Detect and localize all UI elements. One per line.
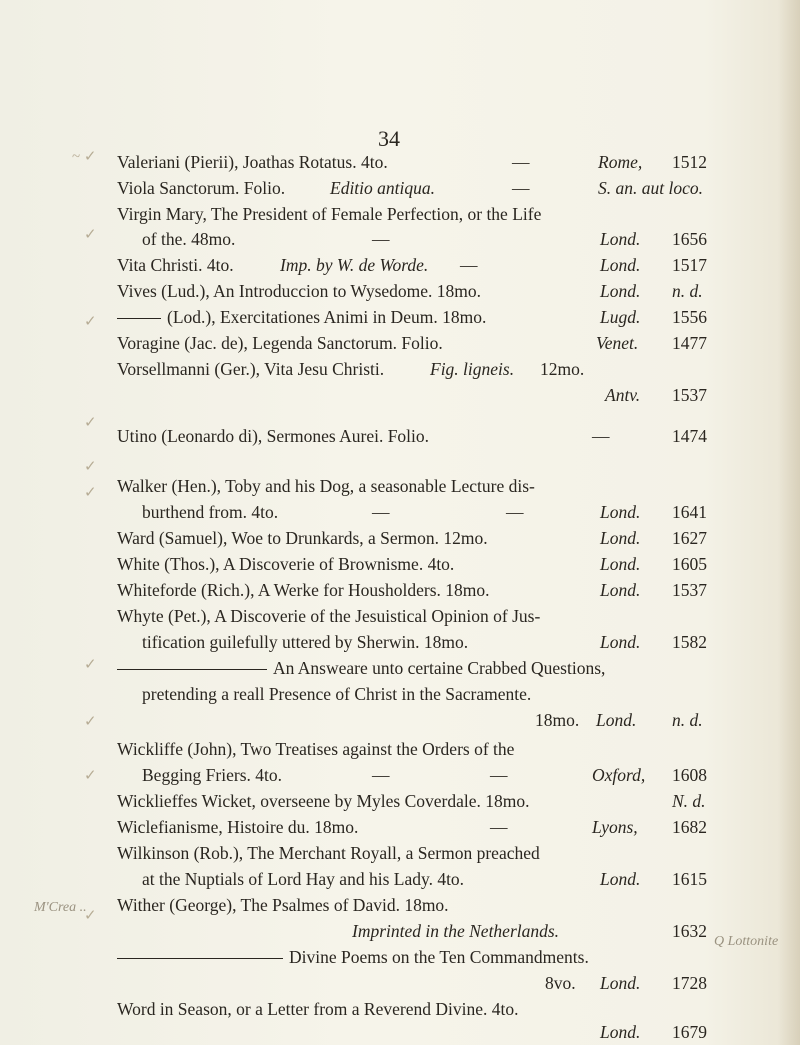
entry-year: 1615 (672, 869, 707, 889)
entry-text: Walker (Hen.), Toby and his Dog, a seasonable Lecture dis- (117, 476, 535, 496)
pencil-check-mark: ~ ✓ (72, 149, 97, 165)
page-number: 34 (378, 126, 400, 151)
entry-place: Oxford, (592, 765, 646, 785)
entry-place: Lond. (600, 632, 641, 652)
entry-text: Voragine (Jac. de), Legenda Sanctorum. Folio. (117, 333, 443, 353)
entry-place: Lond. (600, 528, 641, 548)
entry-place: Venet. (596, 333, 639, 353)
ditto-dash: — (372, 765, 390, 785)
ditto-dash: — (506, 502, 524, 522)
repeat-author-rule (117, 669, 267, 670)
pencil-check-mark: ✓ (84, 657, 97, 673)
entry-year: 1728 (672, 973, 707, 993)
page-edge-shadow (778, 0, 800, 1045)
entry-text (117, 307, 486, 328)
entry-year: 1537 (672, 385, 707, 405)
entry-format: 12mo. (540, 359, 585, 379)
entry-text-continued: pretending a reall Presence of Christ in the Sacramente. (142, 684, 532, 704)
entry-text-continued: of the. 48mo. (142, 229, 236, 249)
pencil-check-mark: ✓ (84, 459, 97, 475)
ditto-dash: — (592, 426, 610, 446)
pencil-check-mark: ✓ (84, 415, 97, 431)
entry-year: 1632 (672, 921, 707, 941)
entry-place: Rome, (598, 152, 643, 172)
ditto-dash: — (372, 229, 390, 249)
entry-title: Divine Poems on the Ten Commandments. (289, 947, 589, 967)
entry-title: (Lod.), Exercitationes Animi in Deum. 18mo. (167, 307, 487, 327)
entry-format: 8vo. (545, 973, 576, 993)
entry-year: n. d. (672, 281, 703, 301)
entry-year: 1474 (672, 426, 707, 446)
entry-text (117, 658, 605, 679)
handwritten-annotation: Q Lottonite (714, 934, 779, 949)
entry-place: Lond. (600, 1022, 641, 1042)
entry-text: Whyte (Pet.), A Discoverie of the Jesuistical Opinion of Jus- (117, 606, 541, 626)
entry-text: Utino (Leonardo di), Sermones Aurei. Folio. (117, 426, 430, 446)
entry-text: Viola Sanctorum. Folio. (117, 178, 286, 198)
entry-year: 1627 (672, 528, 707, 548)
pencil-check-mark: ✓ (84, 908, 97, 924)
repeat-author-rule (117, 958, 283, 959)
pencil-check-mark: ✓ (84, 768, 97, 784)
entry-place: Lyons, (592, 817, 638, 837)
entry-text: Wickliffe (John), Two Treatises against the Orders of the (117, 739, 515, 759)
entry-place: Lond. (600, 869, 641, 889)
entry-place: Lond. (600, 580, 641, 600)
entry-text: Valeriani (Pierii), Joathas Rotatus. 4to. (117, 152, 388, 172)
entry-text-continued: burthend from. 4to. (142, 502, 279, 522)
entry-year: 1641 (672, 502, 707, 522)
ditto-dash: — (512, 178, 530, 198)
ditto-dash: — (512, 152, 530, 172)
pencil-check-mark: ✓ (84, 714, 97, 730)
entry-text-continued: Begging Friers. 4to. (142, 765, 282, 785)
entry-place: Lond. (600, 255, 641, 275)
entry-text: Wiclefianisme, Histoire du. 18mo. (117, 817, 359, 837)
entry-year: 1605 (672, 554, 707, 574)
entry-place: Lond. (600, 281, 641, 301)
entry-place: Lond. (600, 229, 641, 249)
entry-edition-note: Editio antiqua. (330, 178, 435, 198)
entry-year: 1517 (672, 255, 707, 275)
repeat-author-rule (117, 318, 161, 319)
entry-text: Wicklieffes Wicket, overseene by Myles Coverdale. 18mo. (117, 791, 530, 811)
entry-imprint: Imprinted in the Netherlands. (352, 921, 560, 941)
entry-text: Vives (Lud.), An Introduccion to Wysedome. 18mo. (117, 281, 482, 301)
entry-place: Lugd. (600, 307, 641, 327)
entry-text: Wilkinson (Rob.), The Merchant Royall, a Sermon preached (117, 843, 540, 863)
ditto-dash: — (490, 817, 508, 837)
entry-year: 1682 (672, 817, 707, 837)
ditto-dash: — (372, 502, 390, 522)
entry-year: 1656 (672, 229, 707, 249)
entry-fig-note: Fig. ligneis. (430, 359, 515, 379)
entry-title: An Answeare unto certaine Crabbed Questions, (273, 658, 606, 678)
entry-text: Whiteforde (Rich.), A Werke for Housholders. 18mo. (117, 580, 490, 600)
entry-imprint: Imp. by W. de Worde. (280, 255, 429, 275)
entry-year: 1679 (672, 1022, 707, 1042)
entry-year: 1512 (672, 152, 707, 172)
entry-text: Ward (Samuel), Woe to Drunkards, a Sermon. 12mo. (117, 528, 488, 548)
entry-year: N. d. (672, 791, 706, 811)
pencil-check-mark: ✓ (84, 314, 97, 330)
entry-year: 1556 (672, 307, 707, 327)
entry-format: 18mo. (535, 710, 580, 730)
entry-place: Lond. (596, 710, 637, 730)
entry-text-continued: tification guilefully uttered by Sherwin. 18mo. (142, 632, 469, 652)
entry-text: White (Thos.), A Discoverie of Brownisme. 4to. (117, 554, 455, 574)
entry-year: 1537 (672, 580, 707, 600)
entry-place: Lond. (600, 502, 641, 522)
entry-text: Virgin Mary, The President of Female Perfection, or the Life (117, 204, 542, 224)
handwritten-annotation: M'Crea .. (34, 900, 87, 915)
entry-place: Lond. (600, 554, 641, 574)
entry-year: 1608 (672, 765, 707, 785)
entry-place: Lond. (600, 973, 641, 993)
entry-year: 1582 (672, 632, 707, 652)
ditto-dash: — (460, 255, 478, 275)
pencil-check-mark: ✓ (84, 227, 97, 243)
entry-year: 1477 (672, 333, 707, 353)
ditto-dash: — (490, 765, 508, 785)
entry-text: Vita Christi. 4to. (117, 255, 234, 275)
pencil-check-mark: ✓ (84, 485, 97, 501)
entry-place: S. an. aut loco. (598, 178, 703, 198)
entry-text: Vorsellmanni (Ger.), Vita Jesu Christi. (117, 359, 385, 379)
entry-text (117, 947, 589, 968)
entry-year: n. d. (672, 710, 703, 730)
entry-place: Antv. (605, 385, 641, 405)
entry-text-continued: at the Nuptials of Lord Hay and his Lady. 4to. (142, 869, 465, 889)
entry-text: Word in Season, or a Letter from a Reverend Divine. 4to. (117, 999, 519, 1019)
entry-text: Wither (George), The Psalmes of David. 18mo. (117, 895, 449, 915)
